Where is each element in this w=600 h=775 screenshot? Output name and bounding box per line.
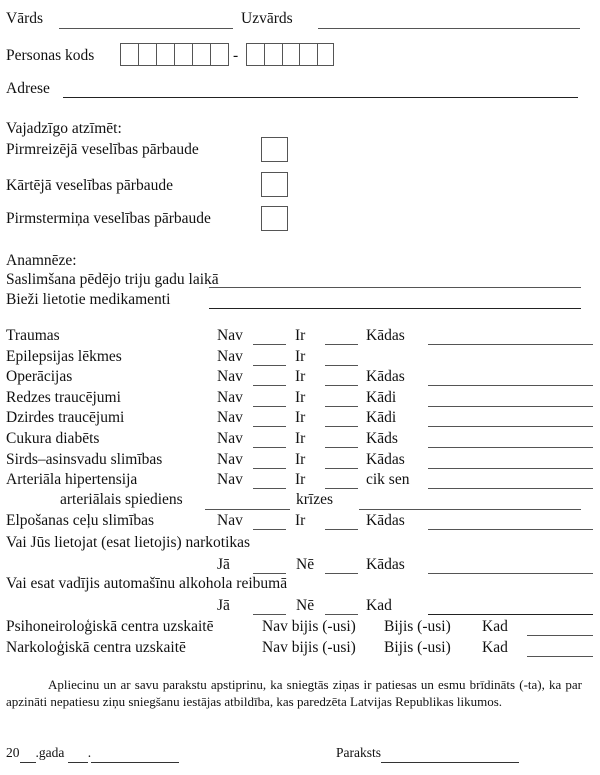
first-name-field[interactable] — [59, 28, 233, 29]
registry-was-option[interactable]: Bijis (-usi) — [384, 639, 451, 656]
condition-no-label: Nav — [217, 327, 243, 344]
personal-code-separator: - — [233, 47, 239, 64]
condition-no-label: Nav — [217, 368, 243, 385]
condition-detail-field[interactable] — [428, 406, 593, 407]
condition-yes-field[interactable] — [325, 406, 358, 407]
address-label: Adrese — [6, 80, 50, 97]
condition-label: Elpošanas ceļu slimības — [6, 512, 155, 529]
code-cell-divider — [282, 44, 283, 65]
code-cell-divider — [317, 44, 318, 65]
declaration-text: Apliecinu un ar savu parakstu apstiprinu, ka sniegtās ziņas ir patiesas un esmu brīdināts (-ta), ka par apzināti nepatiesu ziņu sniegšanu iestājas atbildība, kas paredzēta Latvijas Republikas likumos. — [6, 677, 582, 709]
condition-detail-field[interactable] — [428, 344, 593, 345]
code-cell-divider — [210, 44, 211, 65]
registry-when-label: Kad — [482, 618, 508, 635]
code-cell-divider — [138, 44, 139, 65]
day-field[interactable] — [68, 744, 88, 763]
narcotics-yes-label: Jā — [217, 556, 230, 573]
crises-field[interactable] — [359, 509, 581, 510]
medications-label: Bieži lietotie medikamenti — [6, 291, 171, 308]
signature-field[interactable] — [381, 744, 519, 763]
condition-yes-field[interactable] — [325, 447, 358, 448]
condition-label: Cukura diabēts — [6, 430, 100, 447]
recent-illness-label: Saslimšana pēdējo triju gadu laikā — [6, 271, 219, 288]
drunk-driving-yes-label: Jā — [217, 597, 230, 614]
condition-detail-field[interactable] — [428, 447, 593, 448]
narcotics-detail-label: Kādas — [366, 556, 405, 573]
condition-no-field[interactable] — [253, 406, 286, 407]
month-field[interactable] — [91, 744, 179, 763]
condition-yes-label: Ir — [295, 512, 306, 529]
condition-no-field[interactable] — [253, 426, 286, 427]
blood-pressure-field[interactable] — [205, 509, 290, 510]
condition-detail-field[interactable] — [428, 385, 593, 386]
exam-type-heading: Vajadzīgo atzīmēt: — [6, 120, 122, 137]
condition-yes-field[interactable] — [325, 426, 358, 427]
respiratory-yes-field[interactable] — [325, 529, 358, 530]
year-field[interactable] — [20, 744, 36, 763]
condition-no-label: Nav — [217, 451, 243, 468]
first-name-label: Vārds — [6, 10, 44, 27]
exam-option-label: Pirmreizējā veselības pārbaude — [6, 141, 199, 158]
exam-option-checkbox-regular[interactable] — [261, 172, 288, 197]
registry-when-field[interactable] — [527, 656, 593, 657]
exam-option-checkbox-early[interactable] — [261, 206, 288, 231]
respiratory-detail-field[interactable] — [428, 529, 593, 530]
drunk-driving-detail-label: Kad — [366, 597, 392, 614]
condition-no-field[interactable] — [253, 488, 286, 489]
registry-when-field[interactable] — [527, 635, 593, 636]
address-field[interactable] — [63, 97, 578, 98]
condition-detail-label: Kādas — [366, 368, 405, 385]
condition-no-label: Nav — [217, 409, 243, 426]
last-name-label: Uzvārds — [241, 10, 293, 27]
condition-yes-field[interactable] — [325, 365, 358, 366]
registry-label: Narkoloģiskā centra uzskaitē — [6, 639, 186, 656]
exam-option-label: Pirmstermiņa veselības pārbaude — [6, 210, 211, 227]
code-cell-divider — [174, 44, 175, 65]
crises-label: krīzes — [296, 491, 334, 508]
condition-yes-label: Ir — [295, 348, 306, 365]
condition-no-field[interactable] — [253, 468, 286, 469]
condition-detail-label: Kādi — [366, 409, 397, 426]
narcotics-question: Vai Jūs lietojat (esat lietojis) narkotikas — [6, 534, 251, 551]
condition-yes-label: Ir — [295, 471, 306, 488]
condition-no-field[interactable] — [253, 385, 286, 386]
condition-yes-label: Ir — [295, 389, 306, 406]
medications-field[interactable] — [209, 308, 581, 309]
year-prefix: 20 — [6, 745, 20, 760]
condition-yes-field[interactable] — [325, 344, 358, 345]
personal-code-birthdate-boxes[interactable] — [120, 43, 229, 66]
condition-yes-label: Ir — [295, 430, 306, 447]
narcotics-detail-field[interactable] — [428, 573, 593, 574]
exam-option-label: Kārtējā veselības pārbaude — [6, 177, 173, 194]
condition-detail-label: Kāds — [366, 430, 398, 447]
personal-code-label: Personas kods — [6, 47, 95, 64]
registry-when-label: Kad — [482, 639, 508, 656]
condition-label: Arteriāla hipertensija — [6, 471, 138, 488]
condition-detail-field[interactable] — [428, 426, 593, 427]
condition-yes-field[interactable] — [325, 468, 358, 469]
signature-line — [336, 744, 519, 763]
condition-yes-label: Ir — [295, 409, 306, 426]
last-name-field[interactable] — [318, 28, 580, 29]
date-line — [6, 744, 179, 763]
condition-label: Operācijas — [6, 368, 73, 385]
condition-yes-label: Ir — [295, 327, 306, 344]
condition-no-label: Nav — [217, 430, 243, 447]
date-dot: . — [87, 745, 92, 760]
drunk-driving-no-field[interactable] — [325, 614, 358, 615]
condition-no-field[interactable] — [253, 447, 286, 448]
exam-option-checkbox-initial[interactable] — [261, 137, 288, 162]
condition-label: Epilepsijas lēkmes — [6, 348, 122, 365]
condition-label: Redzes traucējumi — [6, 389, 121, 406]
drunk-driving-detail-field[interactable] — [428, 614, 593, 615]
drunk-driving-question: Vai esat vadījis automašīnu alkohola reibumā — [6, 575, 288, 592]
year-suffix: .gada — [35, 745, 65, 760]
condition-label: Dzirdes traucējumi — [6, 409, 125, 426]
condition-yes-label: Ir — [295, 368, 306, 385]
personal-code-serial-boxes[interactable] — [246, 43, 334, 66]
code-cell-divider — [192, 44, 193, 65]
condition-no-label: Nav — [217, 348, 243, 365]
condition-label: Traumas — [6, 327, 60, 344]
registry-never-option[interactable]: Nav bijis (-usi) — [262, 618, 356, 635]
code-cell-divider — [156, 44, 157, 65]
narcotics-no-label: Nē — [296, 556, 315, 573]
condition-no-field[interactable] — [253, 344, 286, 345]
anamnesis-heading: Anamnēze: — [6, 252, 77, 269]
narcotics-yes-field[interactable] — [253, 573, 286, 574]
drunk-driving-yes-field[interactable] — [253, 614, 286, 615]
signature-label: Paraksts — [336, 745, 381, 760]
condition-detail-label: Kādas — [366, 451, 405, 468]
condition-yes-field[interactable] — [325, 488, 358, 489]
recent-illness-field[interactable] — [209, 287, 581, 288]
code-cell-divider — [264, 44, 265, 65]
drunk-driving-no-label: Nē — [296, 597, 315, 614]
condition-detail-field[interactable] — [428, 488, 593, 489]
condition-yes-field[interactable] — [325, 385, 358, 386]
condition-no-label: Nav — [217, 389, 243, 406]
condition-yes-label: Ir — [295, 451, 306, 468]
condition-detail-field[interactable] — [428, 468, 593, 469]
condition-detail-label: Kādi — [366, 389, 397, 406]
condition-no-label: Nav — [217, 471, 243, 488]
condition-detail-label: Kādas — [366, 512, 405, 529]
condition-label: Sirds–asinsvadu slimības — [6, 451, 163, 468]
registry-never-option[interactable]: Nav bijis (-usi) — [262, 639, 356, 656]
narcotics-no-field[interactable] — [325, 573, 358, 574]
blood-pressure-label: arteriālais spiediens — [60, 491, 183, 508]
registry-was-option[interactable]: Bijis (-usi) — [384, 618, 451, 635]
respiratory-no-field[interactable] — [253, 529, 286, 530]
condition-detail-label: cik sen — [366, 471, 410, 488]
registry-label: Psihoneiroloģiskā centra uzskaitē — [6, 618, 214, 635]
condition-no-field[interactable] — [253, 365, 286, 366]
code-cell-divider — [299, 44, 300, 65]
condition-no-label: Nav — [217, 512, 243, 529]
condition-detail-label: Kādas — [366, 327, 405, 344]
